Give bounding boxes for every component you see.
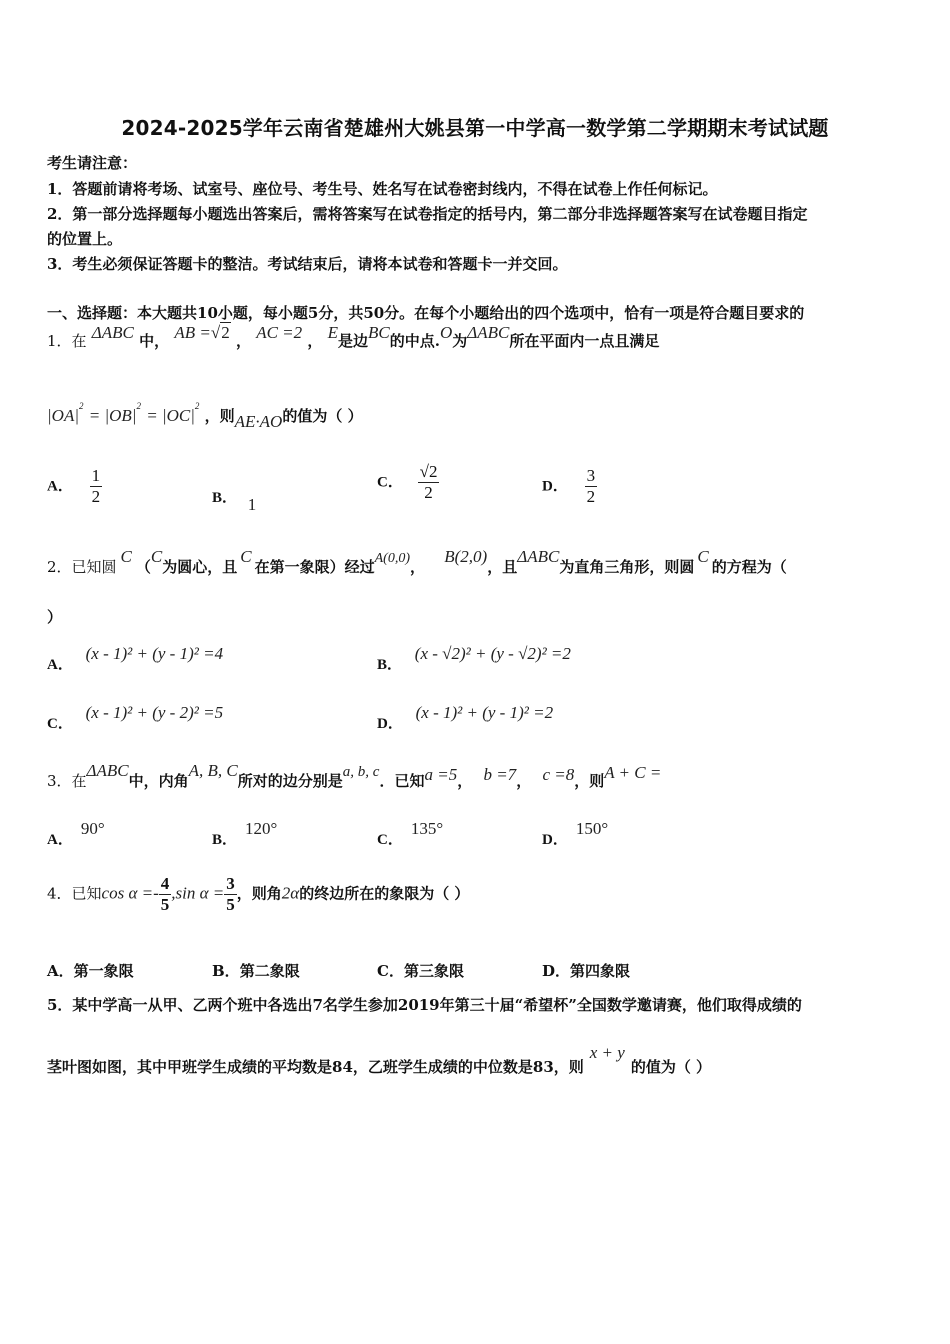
q2-text-2: 为圆心，且 bbox=[162, 558, 238, 576]
q1-text-4: 为 bbox=[452, 332, 468, 350]
q2-point-b: B(2,0) bbox=[444, 547, 488, 566]
q2-point-a: A(0,0) bbox=[374, 551, 411, 566]
q2-text-5: ，且 bbox=[487, 558, 518, 576]
question-4 bbox=[47, 874, 469, 915]
q3-text-2: 所对的边分别是 bbox=[237, 772, 343, 790]
question-1-line-2 bbox=[47, 401, 363, 431]
q1-num: 1．在 bbox=[47, 332, 87, 350]
q1-option-b[interactable]: B． 1 bbox=[212, 490, 257, 514]
question-5-line-1: 5．某中学高一从甲、乙两个班中各选出7名学生参加2019年第三十届“希望杯”全国数学邀请赛，他们取得成绩的 bbox=[47, 996, 802, 1014]
q4-frac-2: $\frac{3}{5}$ bbox=[226, 874, 235, 914]
q2-text-3: 在第一象限）经过 bbox=[254, 558, 375, 576]
q2-c2: C bbox=[150, 547, 163, 566]
q1-ask: 的值为（ ） bbox=[282, 407, 363, 425]
page-title: 2024-2025学年云南省楚雄州大姚县第一中学高一数学第二学期期末考试试题 bbox=[121, 116, 829, 140]
q3-angles: A, B, C bbox=[188, 761, 238, 780]
q1-comma-2: ， bbox=[307, 332, 323, 350]
notice-item-2: 2．第一部分选择题每小题选出答案后，需将答案写在试卷指定的括号内，第二部分非选择题答案写在试卷题目指定 bbox=[47, 205, 808, 223]
q2-option-d[interactable]: D． (x - 1)² + (y - 1)² =2 bbox=[377, 703, 554, 732]
q1-text-5: 所在平面内一点且满足 bbox=[509, 332, 660, 350]
q2-option-b[interactable]: B． (x - √2)² + (y - √2)² =2 bbox=[377, 644, 571, 673]
notice-heading: 考生请注意： bbox=[47, 154, 138, 172]
q3-num: 3．在 bbox=[47, 772, 87, 790]
q5-text-2: 的值为（ ） bbox=[630, 1058, 712, 1076]
q1-oc: = $|OC|^2$ bbox=[146, 401, 200, 425]
q4-text-1: ，则角 bbox=[236, 884, 282, 903]
q1-text: 中， bbox=[139, 332, 170, 350]
q1-triangle-2: ΔABC bbox=[467, 323, 510, 342]
q3-option-d[interactable]: D．150° bbox=[542, 819, 609, 848]
q3-text-1: 中，内角 bbox=[128, 772, 189, 790]
q3-sum: A + C = bbox=[604, 763, 662, 782]
q1-text-2: 是边 bbox=[338, 332, 369, 350]
q3-a: a =5 bbox=[424, 765, 458, 784]
section-heading: 一、选择题：本大题共10小题，每小题5分，共50分。在每个小题给出的四个选项中，恰有一项是符合题目要求的 bbox=[47, 304, 805, 322]
q3-c: c =8 bbox=[542, 765, 575, 784]
question-3 bbox=[47, 761, 662, 791]
q1-oa: $|OA|^2$ bbox=[47, 401, 84, 425]
q1-option-a[interactable]: A． $\frac{1}{2}$ bbox=[47, 466, 101, 506]
q2-c4: C bbox=[697, 547, 709, 566]
q4-option-d[interactable]: D．第四象限 bbox=[542, 962, 631, 980]
q1-ob: = $|OB|^2$ bbox=[88, 401, 141, 425]
q4-text-2: 的终边所在的象限为（ ） bbox=[299, 884, 470, 903]
q2-option-a[interactable]: A． (x - 1)² + (y - 1)² =4 bbox=[47, 644, 224, 673]
q4-frac-1: $\frac{4}{5}$ bbox=[160, 874, 170, 914]
q2-c3: C bbox=[240, 547, 252, 566]
q4-option-a[interactable]: A．第一象限 bbox=[47, 962, 134, 980]
q2-text-1: （ bbox=[135, 558, 151, 576]
q4-cos: cos α =- bbox=[101, 883, 159, 903]
q4-sin: ,sin α = bbox=[171, 883, 225, 903]
q2-text-7: 的方程为（ bbox=[711, 558, 787, 576]
notice-item-1: 1．答题前请将考场、试室号、座位号、考生号、姓名写在试卷密封线内，不得在试卷上作任何标记。 bbox=[47, 180, 718, 198]
q3-triangle: ΔABC bbox=[86, 761, 129, 780]
q2-option-c[interactable]: C． (x - 1)² + (y - 2)² =5 bbox=[47, 703, 224, 732]
question-2-line-1 bbox=[47, 547, 787, 577]
q3-text-3: ．已知 bbox=[379, 772, 425, 790]
q3-sides: a, b, c bbox=[342, 764, 380, 780]
q1-text-3: 的中点. bbox=[389, 332, 440, 350]
question-1-line-1 bbox=[47, 323, 660, 351]
q4-option-c[interactable]: C．第三象限 bbox=[377, 962, 464, 980]
q3-option-c[interactable]: C．135° bbox=[377, 819, 444, 848]
q2-text-4: ， bbox=[410, 558, 426, 576]
q3-option-b[interactable]: B．120° bbox=[212, 819, 278, 848]
q2-num: 2．已知圆 bbox=[47, 558, 117, 576]
q3-text-4: ， bbox=[457, 772, 473, 790]
q4-num: 4．已知 bbox=[47, 884, 102, 903]
q2-close-paren: ） bbox=[47, 608, 63, 626]
q2-text-6: 为直角三角形，则圆 bbox=[559, 558, 695, 576]
q1-comma: ， bbox=[235, 332, 251, 350]
question-5-line-2 bbox=[47, 1043, 712, 1077]
q4-angle: 2α bbox=[281, 883, 300, 903]
q5-xy: x + y bbox=[589, 1043, 625, 1062]
q3-text-5: ， bbox=[516, 772, 532, 790]
q1-option-d[interactable]: D． $\frac{3}{2}$ bbox=[542, 466, 596, 506]
q3-b: b =7 bbox=[483, 765, 517, 784]
q1-dot-product: AE·AO bbox=[234, 412, 283, 431]
q1-e: E bbox=[327, 323, 339, 342]
q2-c1: C bbox=[120, 547, 132, 566]
q1-then: ，则 bbox=[204, 407, 235, 425]
q1-triangle: ΔABC bbox=[91, 323, 134, 342]
q3-option-a[interactable]: A．90° bbox=[47, 819, 105, 848]
q4-option-b[interactable]: B．第二象限 bbox=[212, 962, 300, 980]
notice-item-2-cont: 的位置上。 bbox=[47, 230, 123, 248]
q1-bc: BC bbox=[368, 323, 390, 342]
q1-option-c[interactable]: C． $\frac{√2}{2}$ bbox=[377, 462, 438, 502]
q1-o: O bbox=[440, 323, 453, 342]
q5-text-1: 茎叶图如图，其中甲班学生成绩的平均数是84，乙班学生成绩的中位数是83，则 bbox=[47, 1058, 584, 1076]
q2-triangle: ΔABC bbox=[517, 547, 560, 566]
q1-ac: AC =2 bbox=[256, 323, 303, 342]
q3-text-6: ，则 bbox=[574, 772, 605, 790]
notice-item-3: 3．考生必须保证答题卡的整洁。考试结束后，请将本试卷和答题卡一并交回。 bbox=[47, 255, 568, 273]
q1-ab: AB =√2 bbox=[174, 323, 230, 342]
